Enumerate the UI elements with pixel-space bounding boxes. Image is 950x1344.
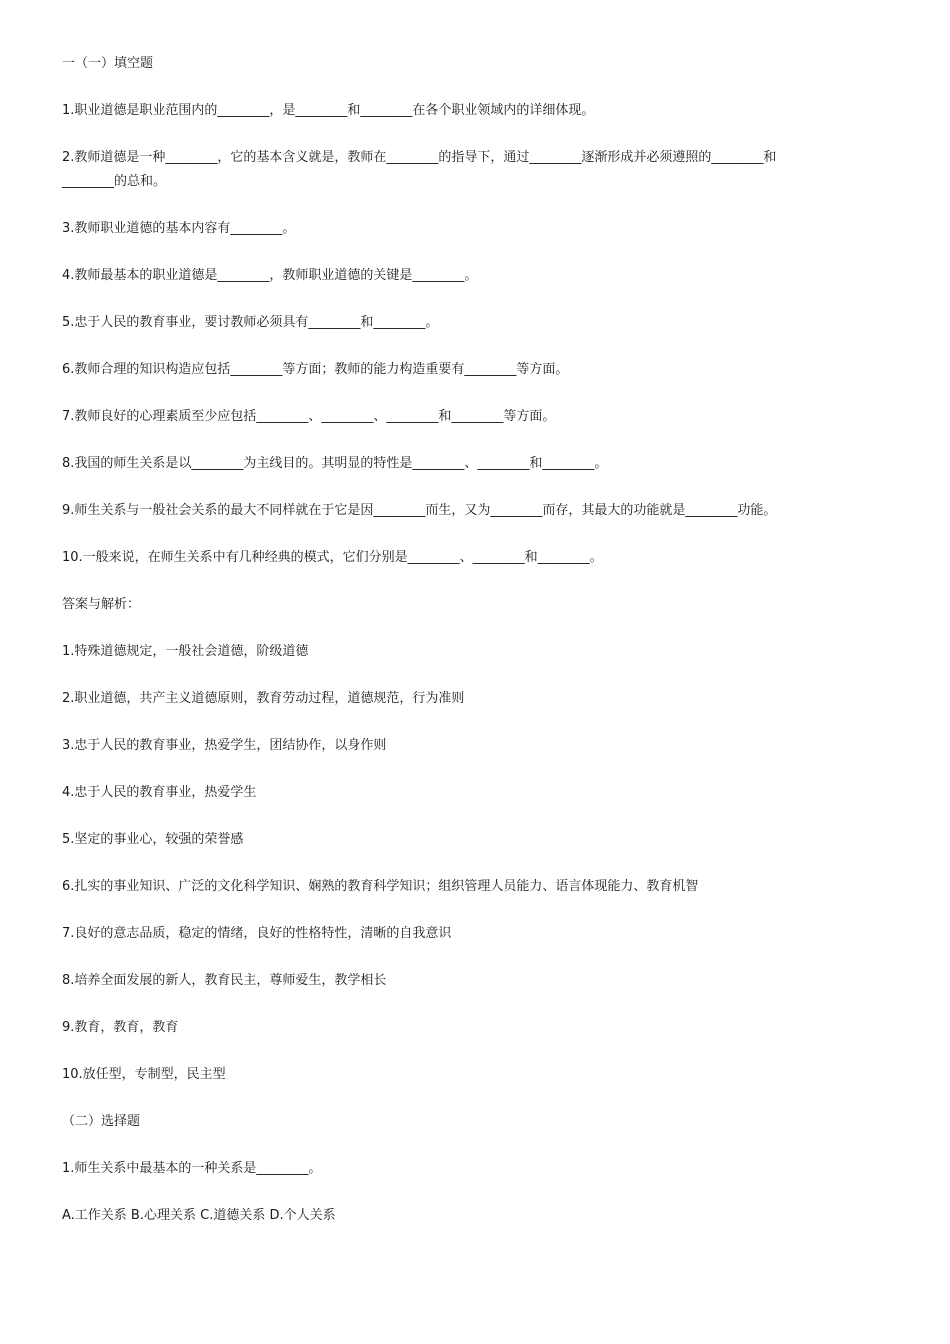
answer-item: 3.忠于人民的教育事业，热爱学生，团结协作，以身作则 bbox=[62, 737, 387, 753]
answer-item: 8.培养全面发展的新人，教育民主，尊师爱生，教学相长 bbox=[62, 972, 387, 988]
answer-item: 5.坚定的事业心，较强的荣誉感 bbox=[62, 831, 244, 847]
question-item: 9.师生关系与一般社会关系的最大不同样就在于它是因________而生，又为________而存，其最大的功能就是________功能。 bbox=[62, 502, 777, 518]
answer-item: 2.职业道德，共产主义道德原则，教育劳动过程，道德规范，行为准则 bbox=[62, 690, 465, 706]
answer-item: 7.良好的意志品质，稳定的情绪，良好的性格特性，清晰的自我意识 bbox=[62, 925, 452, 941]
answer-item: 6.扎实的事业知识、广泛的文化科学知识、娴熟的教育科学知识；组织管理人员能力、语言体现能力、教育机智 bbox=[62, 878, 699, 894]
document-page bbox=[62, 52, 882, 1251]
answer-item: 10.放任型，专制型，民主型 bbox=[62, 1066, 226, 1082]
question-item: 2.教师道德是一种________，它的基本含义就是，教师在________的指导下，通过________逐渐形成并必须遵照的________和 ________的总和。 bbox=[62, 150, 777, 189]
section-heading-fill-blank: 一（一）填空题 bbox=[62, 56, 154, 71]
question-item: 1.师生关系中最基本的一种关系是________。 bbox=[62, 1160, 322, 1176]
question-item: 6.教师合理的知识构造应包括________等方面；教师的能力构造重要有________等方面。 bbox=[62, 361, 569, 377]
question-item: 5.忠于人民的教育事业，要讨教师必须具有________和________。 bbox=[62, 314, 439, 330]
answer-item: 1.特殊道德规定，一般社会道德，阶级道德 bbox=[62, 643, 309, 659]
choice-options: A.工作关系 B.心理关系 C.道德关系 D.个人关系 bbox=[62, 1207, 336, 1223]
question-item: 1.职业道德是职业范围内的________，是________和________在各个职业领域内的详细体现。 bbox=[62, 103, 595, 118]
question-item: 4.教师最基本的职业道德是________，教师职业道德的关键是________。 bbox=[62, 267, 478, 283]
question-item: 8.我国的师生关系是以________为主线目的。其明显的特性是________、________和________。 bbox=[62, 455, 608, 471]
section-heading-choice: （二）选择题 bbox=[62, 1113, 141, 1129]
section-heading-answers: 答案与解析： bbox=[62, 596, 141, 612]
question-item: 7.教师良好的心理素质至少应包括________、________、________和________等方面。 bbox=[62, 408, 556, 424]
question-item: 3.教师职业道德的基本内容有________。 bbox=[62, 220, 296, 236]
answer-item: 4.忠于人民的教育事业，热爱学生 bbox=[62, 784, 257, 800]
question-item: 10.一般来说，在师生关系中有几种经典的模式，它们分别是________、________和________。 bbox=[62, 549, 603, 565]
answer-item: 9.教育，教育，教育 bbox=[62, 1019, 179, 1035]
